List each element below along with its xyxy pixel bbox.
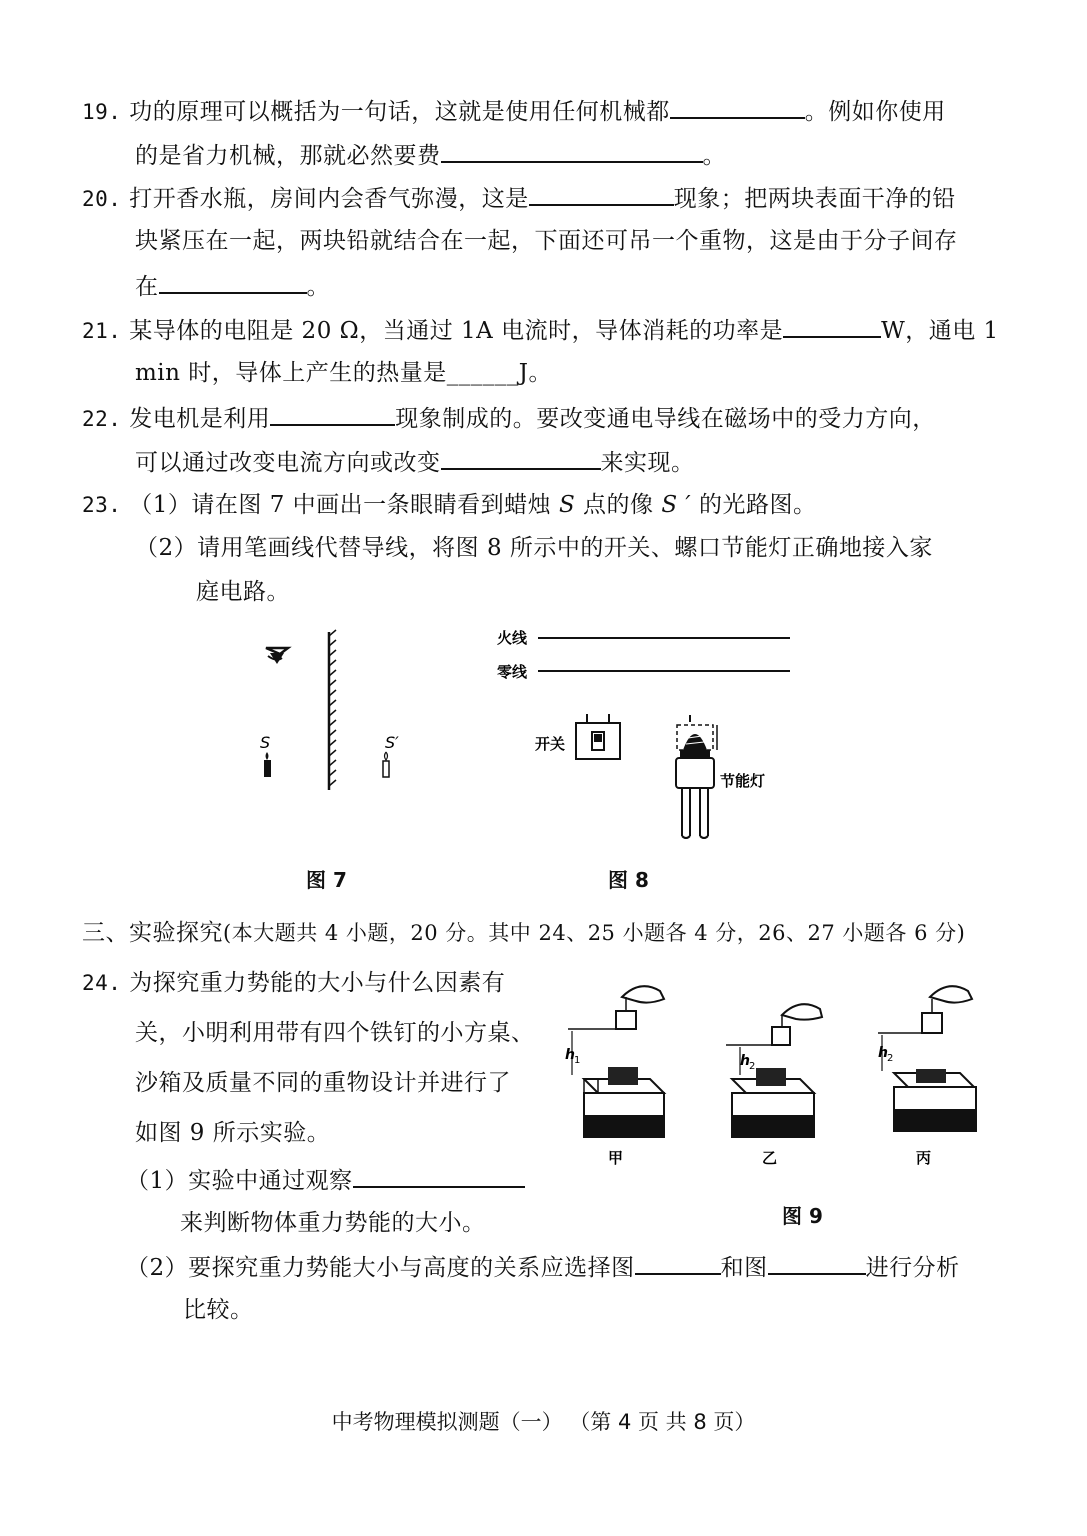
- q22-text: 现象制成的。要改变通电导线在磁场中的受力方向，: [395, 406, 936, 432]
- label-s: S: [260, 733, 271, 752]
- h1-label: h: [565, 1047, 575, 1063]
- q20-text: 。: [306, 274, 330, 300]
- switch-icon[interactable]: [576, 714, 620, 759]
- q21-line2: [135, 358, 552, 388]
- answer-blank[interactable]: [353, 1164, 525, 1188]
- h2-label: h: [740, 1053, 750, 1069]
- neutral-wire-label: 零线: [497, 663, 528, 681]
- answer-blank[interactable]: [635, 1251, 721, 1275]
- q24-text: 为探究重力势能的大小与什么因素有: [129, 970, 506, 996]
- q24-part2-line2: 比较。: [183, 1297, 254, 1323]
- setup-jia: [565, 986, 664, 1137]
- q24-part2-line1: [126, 1251, 960, 1283]
- q20-line2: 块紧压在一起，两块铅就结合在一起，下面还可吊一个重物，这是由于分子间存: [135, 228, 958, 254]
- figure-8[interactable]: [490, 618, 800, 843]
- label-yi: 乙: [762, 1149, 778, 1167]
- q23-line2: （2）请用笔画线代替导线，将图 8 所示中的开关、螺口节能灯正确地接入家: [135, 535, 933, 561]
- figure-7[interactable]: [240, 620, 440, 810]
- q19-number: 19.: [82, 100, 122, 124]
- setup-bing: [878, 986, 976, 1131]
- q22-text: 来实现。: [600, 450, 695, 476]
- q20-number: 20.: [82, 187, 122, 211]
- q24-line3: 沙箱及质量不同的重物设计并进行了: [135, 1070, 511, 1096]
- q19-text: 。: [702, 143, 726, 169]
- q21-line1: [82, 314, 999, 346]
- q22-number: 22.: [82, 407, 122, 431]
- q20-text: 打开香水瓶，房间内会香气弥漫，这是: [129, 186, 529, 212]
- q23-symbol-s-prime: S ′: [661, 492, 692, 518]
- q24-text: （1）实验中通过观察: [126, 1168, 353, 1194]
- setup-yi: [726, 1004, 822, 1137]
- answer-blank[interactable]: [768, 1251, 866, 1275]
- h1-subscript: 1: [574, 1055, 581, 1066]
- lamp-icon[interactable]: [676, 715, 717, 838]
- q21-text: min 时，导体上产生的热量是: [135, 360, 447, 386]
- q20-line1: [82, 182, 956, 214]
- answer-blank[interactable]: [670, 95, 805, 119]
- figure-9-caption: 图 9: [782, 1204, 823, 1228]
- q21-text: W，通电 1: [881, 318, 999, 344]
- q24-line1: [82, 968, 505, 998]
- candle-image-icon: [383, 752, 389, 777]
- q21-text: J。: [518, 360, 553, 386]
- answer-blank[interactable]: [783, 314, 881, 338]
- q19-text: 的是省力机械，那就必然要费: [135, 143, 441, 169]
- q19-line2: [135, 139, 726, 171]
- label-bing: 丙: [916, 1149, 932, 1167]
- q22-line1: [82, 402, 936, 434]
- q23-text: （1）请在图 7 中画出一条眼睛看到蜡烛: [129, 492, 559, 518]
- section-note: (本大题共 4 小题，20 分。其中 24、25 小题各 4 分，26、27 小题各 6 分): [223, 921, 966, 945]
- switch-label: 开关: [535, 735, 566, 753]
- q24-line2: 关，小明利用带有四个铁钉的小方桌、: [135, 1020, 535, 1046]
- q21-number: 21.: [82, 319, 122, 343]
- h3-label: h: [878, 1045, 888, 1061]
- answer-blank[interactable]: [270, 402, 395, 426]
- answer-blank[interactable]: [441, 446, 601, 470]
- q19-line1: [82, 95, 946, 127]
- q23-text: 的光路图。: [691, 492, 817, 518]
- q22-text: 可以通过改变电流方向或改变: [135, 450, 441, 476]
- q20-text: 在: [135, 274, 159, 300]
- q20-text: 现象；把两块表面干净的铅: [673, 186, 956, 212]
- q20-line3: [135, 270, 330, 302]
- lamp-label: 节能灯: [720, 772, 766, 790]
- h3-subscript: 2: [887, 1053, 894, 1064]
- q23-text: 点的像: [575, 492, 662, 518]
- label-jia: 甲: [608, 1149, 624, 1167]
- q24-text: 进行分析: [865, 1255, 960, 1281]
- live-wire-label: 火线: [497, 629, 528, 647]
- section-title: 三、实验探究: [82, 920, 223, 946]
- q23-symbol-s: S: [558, 492, 576, 518]
- q22-line2: [135, 446, 695, 478]
- label-s-prime: S′: [385, 733, 399, 752]
- q23-line1: [82, 490, 816, 520]
- section-3-heading: [82, 918, 965, 948]
- figure-8-caption: 图 8: [608, 868, 649, 892]
- figure-9[interactable]: [560, 975, 1000, 1175]
- eye-icon: [266, 648, 288, 664]
- plane-mirror: [329, 630, 336, 790]
- figure-7-caption: 图 7: [306, 868, 347, 892]
- answer-blank[interactable]: [441, 139, 703, 163]
- answer-blank[interactable]: ______: [446, 360, 519, 386]
- q21-text: 某导体的电阻是 20 Ω，当通过 1A 电流时，导体消耗的功率是: [129, 318, 784, 344]
- q24-text: 和图: [720, 1255, 768, 1281]
- q24-number: 24.: [82, 971, 122, 995]
- q22-text: 发电机是利用: [129, 406, 271, 432]
- q24-part1-line2: 来判断物体重力势能的大小。: [180, 1210, 486, 1236]
- candle-icon: [264, 752, 271, 777]
- answer-blank[interactable]: [529, 182, 674, 206]
- q24-text: （2）要探究重力势能大小与高度的关系应选择图: [126, 1255, 635, 1281]
- q24-part1-line1: [126, 1164, 525, 1196]
- h2-subscript: 2: [749, 1061, 756, 1072]
- q23-number: 23.: [82, 493, 122, 517]
- q24-line4: 如图 9 所示实验。: [135, 1120, 331, 1146]
- q23-line3: 庭电路。: [196, 579, 290, 605]
- page-footer: 中考物理模拟测题（一） （第 4 页 共 8 页）: [331, 1410, 756, 1434]
- q19-text: 功的原理可以概括为一句话，这就是使用任何机械都: [129, 99, 670, 125]
- answer-blank[interactable]: [159, 270, 307, 294]
- q19-text: 。例如你使用: [804, 99, 946, 125]
